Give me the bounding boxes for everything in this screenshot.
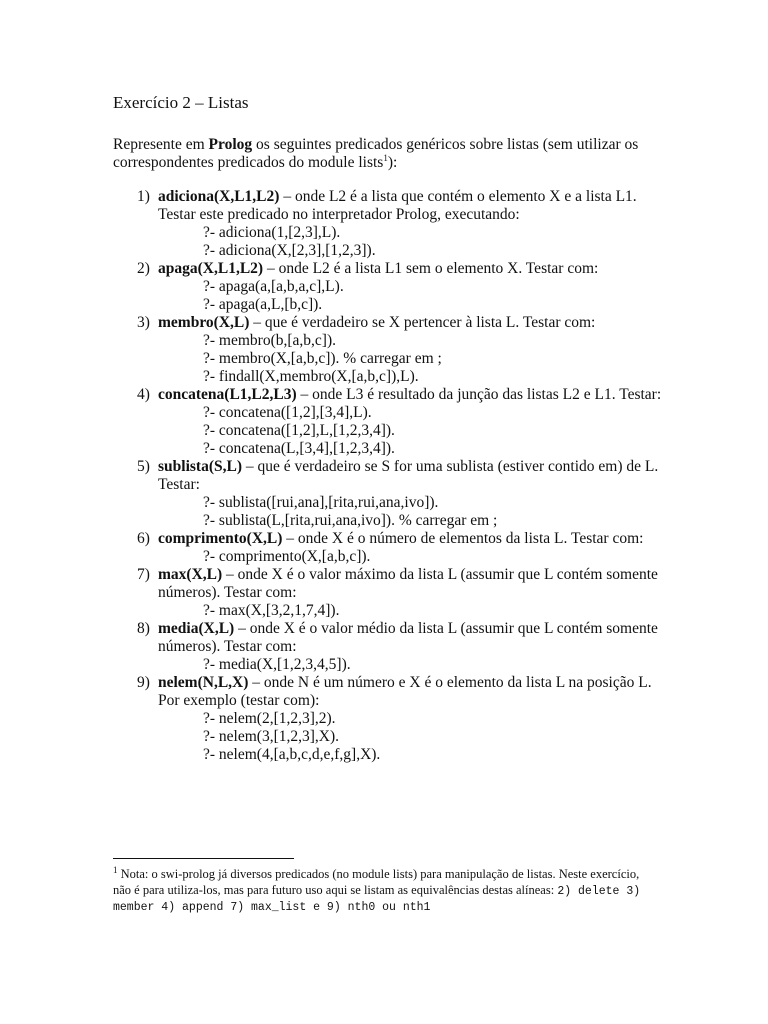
predicate-item bbox=[113, 674, 673, 764]
item-definition bbox=[158, 314, 673, 332]
footnote-text-1: Nota: o swi-prolog já diversos predicados (no module lists) para manipulação de listas. Neste exercício, bbox=[117, 867, 640, 881]
predicate-item bbox=[113, 530, 673, 566]
test-query: ?- media(X,[1,2,3,4,5]). bbox=[203, 656, 351, 673]
test-query: ?- apaga(a,L,[b,c]). bbox=[203, 296, 323, 313]
footnote-mark: 1 bbox=[113, 864, 118, 875]
item-definition bbox=[158, 188, 673, 206]
predicate-list bbox=[113, 188, 673, 764]
item-number: 6) bbox=[137, 530, 150, 547]
item-number: 9) bbox=[137, 674, 150, 691]
predicate-description: – que é verdadeiro se X pertencer à lista L. Testar com: bbox=[249, 314, 596, 331]
predicate-signature: sublista(S,L) bbox=[158, 458, 242, 475]
exercise-title: Exercício 2 – Listas bbox=[113, 93, 249, 112]
intro-text-a: Represente em bbox=[113, 136, 209, 153]
item-number: 8) bbox=[137, 620, 150, 637]
test-query: ?- membro(X,[a,b,c]). % carregar em ; bbox=[203, 350, 442, 367]
predicate-description-cont: Por exemplo (testar com): bbox=[158, 692, 320, 709]
item-definition bbox=[158, 620, 673, 638]
item-definition bbox=[158, 530, 673, 548]
item-number: 2) bbox=[137, 260, 150, 277]
predicate-item bbox=[113, 458, 673, 530]
footnote-code-2: member 4) append 7) max_list e 9) nth0 ou nth1 bbox=[113, 901, 431, 914]
predicate-item bbox=[113, 188, 673, 260]
item-number: 5) bbox=[137, 458, 150, 475]
intro-text-c: correspondentes predicados do module lists bbox=[113, 154, 384, 171]
test-query: ?- max(X,[3,2,1,7,4]). bbox=[203, 602, 340, 619]
predicate-signature: adiciona(X,L1,L2) bbox=[158, 188, 280, 205]
test-query: ?- concatena([1,2],[3,4],L). bbox=[203, 404, 372, 421]
item-number: 7) bbox=[137, 566, 150, 583]
test-query: ?- apaga(a,[a,b,a,c],L). bbox=[203, 278, 344, 295]
predicate-description: – onde L2 é a lista que contém o elemento X e a lista L1. bbox=[279, 188, 637, 205]
test-query: ?- nelem(3,[1,2,3],X). bbox=[203, 728, 340, 745]
test-query: ?- comprimento(X,[a,b,c]). bbox=[203, 548, 371, 565]
test-query: ?- findall(X,membro(X,[a,b,c]),L). bbox=[203, 368, 419, 385]
item-number: 4) bbox=[137, 386, 150, 403]
predicate-item bbox=[113, 386, 673, 458]
test-query: ?- adiciona(1,[2,3],L). bbox=[203, 224, 341, 241]
item-number: 3) bbox=[137, 314, 150, 331]
footnote bbox=[113, 866, 658, 916]
footnote-code-1: 2) delete 3) bbox=[557, 885, 641, 898]
predicate-description: – onde X é o valor máximo da lista L (assumir que L contém somente bbox=[222, 566, 658, 583]
item-definition bbox=[158, 674, 673, 692]
test-query: ?- concatena([1,2],L,[1,2,3,4]). bbox=[203, 422, 395, 439]
predicate-description: – onde L3 é resultado da junção das listas L2 e L1. Testar: bbox=[296, 386, 662, 403]
predicate-description-cont: números). Testar com: bbox=[158, 584, 297, 601]
intro-bold-prolog: Prolog bbox=[208, 136, 253, 153]
predicate-description: – onde X é o número de elementos da lista L. Testar com: bbox=[282, 530, 644, 547]
predicate-item bbox=[113, 260, 673, 314]
predicate-description-cont: Testar: bbox=[158, 476, 200, 493]
intro-line-2 bbox=[113, 154, 673, 172]
intro-text-end: ): bbox=[387, 154, 398, 171]
footnote-reference[interactable]: 1 bbox=[383, 152, 388, 163]
item-definition bbox=[158, 566, 673, 584]
predicate-signature: membro(X,L) bbox=[158, 314, 250, 331]
predicate-description: – onde L2 é a lista L1 sem o elemento X. Testar com: bbox=[263, 260, 599, 277]
predicate-signature: concatena(L1,L2,L3) bbox=[158, 386, 297, 403]
item-definition bbox=[158, 260, 673, 278]
predicate-item bbox=[113, 314, 673, 386]
item-definition bbox=[158, 386, 673, 404]
footnote-line-2 bbox=[113, 882, 658, 900]
predicate-description: – onde N é um número e X é o elemento da lista L na posição L. bbox=[248, 674, 652, 691]
predicate-signature: nelem(N,L,X) bbox=[158, 674, 249, 691]
test-query: ?- nelem(2,[1,2,3],2). bbox=[203, 710, 336, 727]
item-number: 1) bbox=[137, 188, 150, 205]
predicate-item bbox=[113, 620, 673, 674]
predicate-description: – onde X é o valor médio da lista L (assumir que L contém somente bbox=[234, 620, 658, 637]
test-query: ?- nelem(4,[a,b,c,d,e,f,g],X). bbox=[203, 746, 381, 763]
test-query: ?- membro(b,[a,b,c]). bbox=[203, 332, 336, 349]
item-definition bbox=[158, 458, 673, 476]
intro-line-1 bbox=[113, 136, 673, 154]
intro-paragraph bbox=[113, 136, 673, 172]
test-query: ?- adiciona(X,[2,3],[1,2,3]). bbox=[203, 242, 376, 259]
predicate-signature: comprimento(X,L) bbox=[158, 530, 283, 547]
predicate-description-cont: Testar este predicado no interpretador Prolog, executando: bbox=[158, 206, 520, 223]
test-query: ?- sublista([rui,ana],[rita,rui,ana,ivo]). bbox=[203, 494, 439, 511]
intro-text-b: os seguintes predicados genéricos sobre listas (sem utilizar os bbox=[252, 136, 639, 153]
predicate-signature: max(X,L) bbox=[158, 566, 223, 583]
footnote-separator bbox=[113, 858, 294, 859]
test-query: ?- sublista(L,[rita,rui,ana,ivo]). % carregar em ; bbox=[203, 512, 498, 529]
predicate-description: – que é verdadeiro se S for uma sublista (estiver contido em) de L. bbox=[242, 458, 659, 475]
footnote-line-1 bbox=[113, 866, 658, 882]
footnote-text-2: não é para utiliza-los, mas para futuro uso aqui se listam as equivalências destas alíneas: bbox=[113, 883, 558, 897]
predicate-signature: media(X,L) bbox=[158, 620, 235, 637]
predicate-signature: apaga(X,L1,L2) bbox=[158, 260, 264, 277]
predicate-item bbox=[113, 566, 673, 620]
test-query: ?- concatena(L,[3,4],[1,2,3,4]). bbox=[203, 440, 395, 457]
predicate-description-cont: números). Testar com: bbox=[158, 638, 297, 655]
